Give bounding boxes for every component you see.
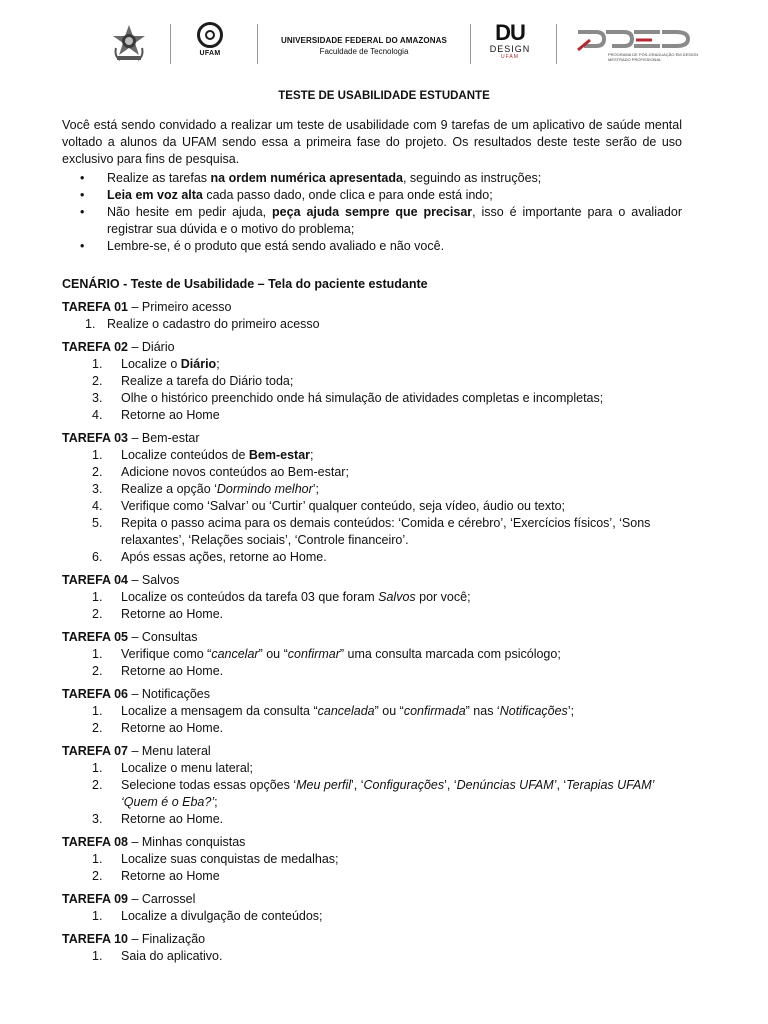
step-text: Localize a divulgação de conteúdos; [121,909,323,923]
task-steps [62,851,682,885]
bold-text: Bem-estar [248,448,311,462]
bold-text: Leia em voz alta [107,188,203,202]
step-number: 2. [92,465,103,479]
instruction-item: • Leia em voz alta cada passo dado, onde clica e para onde está indo; [107,187,682,204]
bold-text: peça ajuda sempre que precisar [272,205,473,219]
task-step [92,908,682,925]
task-steps [62,908,682,925]
du-mark: DU [495,20,525,45]
university-block [278,35,450,57]
du-ufam-text: UFAM [501,54,519,60]
document-body [62,117,682,965]
step-text: Retorne ao Home. [121,721,224,735]
instruction-item: • Lembre-se, é o produto que está sendo avaliado e não você. [107,238,682,255]
task-step [92,720,682,737]
task-steps [62,948,682,965]
step-text: Verifique como “cancelar” ou “confirmar” uma consulta marcada com psicólogo; [121,647,561,661]
step-text: Localize os conteúdos da tarefa 03 que foram Salvos por você; [121,590,471,604]
task-heading: TAREFA 03 – Bem-estar [62,431,200,445]
step-text: Localize o Diário; [121,357,220,371]
du-design-logo [488,22,532,60]
task-heading: TAREFA 06 – Notificações [62,687,210,701]
document-header [0,22,768,68]
task-section [62,834,682,885]
task-step [92,515,682,549]
tasks-list [62,299,682,965]
step-number: 3. [92,482,103,496]
task-step [92,498,682,515]
step-text: Adicione novos conteúdos ao Bem-estar; [121,465,349,479]
step-text: Saia do aplicativo. [121,949,223,963]
task-section [62,629,682,680]
document-title: TESTE DE USABILIDADE ESTUDANTE [278,90,490,102]
task-step [92,390,682,407]
task-step [92,356,682,373]
step-text: Retorne ao Home. [121,607,224,621]
step-number: 1. [92,909,103,923]
ufam-emblem-icon [197,22,223,48]
task-step [85,316,682,333]
step-text: Localize conteúdos de Bem-estar; [121,448,314,462]
step-number: 4. [92,408,103,422]
instructions-list [62,170,682,255]
step-text: Repita o passo acima para os demais conteúdos: ‘Comida e cérebro’, ‘Exercícios físicos’, ‘Sons relaxantes’, ‘Relações sociais’, ‘Controle financeiro’. [121,516,651,547]
step-number: 1. [92,761,103,775]
task-steps [62,316,682,333]
task-steps [62,356,682,424]
step-number: 1. [92,448,103,462]
task-heading: TAREFA 05 – Consultas [62,630,198,644]
step-number: 1. [92,647,103,661]
step-number: 1. [92,704,103,718]
step-text: Após essas ações, retorne ao Home. [121,550,327,564]
header-divider [257,24,258,64]
task-steps [62,646,682,680]
italic-text: Dormindo melhor [216,482,313,496]
university-name: UNIVERSIDADE FEDERAL DO AMAZONAS [281,36,447,45]
bold-text: na ordem numérica apresentada [210,171,403,185]
task-label: TAREFA 06 [62,687,128,701]
task-step [92,777,682,811]
ufam-logo [193,22,227,68]
italic-text: Salvos [378,590,416,604]
task-label: TAREFA 03 [62,431,128,445]
task-section [62,891,682,925]
step-number: 2. [92,869,103,883]
task-label: TAREFA 05 [62,630,128,644]
task-step [92,646,682,663]
task-heading: TAREFA 08 – Minhas conquistas [62,835,246,849]
instruction-item: • Não hesite em pedir ajuda, peça ajuda sempre que precisar, isso é importante para o avaliador registrar sua dúvida e o motivo do problema; [107,204,682,238]
task-step [92,663,682,680]
step-number: 4. [92,499,103,513]
task-step [92,373,682,390]
task-label: TAREFA 02 [62,340,128,354]
task-step [92,811,682,828]
task-section [62,743,682,828]
task-label: TAREFA 07 [62,744,128,758]
step-text: Retorne ao Home [121,869,220,883]
step-number: 2. [92,374,103,388]
step-text: Retorne ao Home [121,408,220,422]
task-step [92,606,682,623]
step-text: Realize a tarefa do Diário toda; [121,374,294,388]
task-step [92,549,682,566]
task-label: TAREFA 09 [62,892,128,906]
intro-paragraph: Você está sendo convidado a realizar um teste de usabilidade com 9 tarefas de um aplicativo de saúde mental voltado a alunos da UFAM sendo essa a primeira fase do projeto. Os resultados deste teste serão de uso exclusivo para fins de pesquisa. [62,118,682,166]
task-step [92,851,682,868]
task-section [62,430,682,566]
task-step [92,760,682,777]
task-label: TAREFA 01 [62,300,128,314]
task-label: TAREFA 04 [62,573,128,587]
faculty-name: Faculdade de Tecnologia [319,47,409,56]
task-heading: TAREFA 07 – Menu lateral [62,744,211,758]
step-text: Realize o cadastro do primeiro acesso [107,317,320,331]
step-text: Localize o menu lateral; [121,761,254,775]
task-step [92,447,682,464]
step-number: 3. [92,391,103,405]
header-divider [170,24,171,64]
scenario-heading: CENÁRIO - Teste de Usabilidade – Tela do paciente estudante [62,277,428,291]
step-text: Retorne ao Home. [121,664,224,678]
step-number: 3. [92,812,103,826]
header-divider [470,24,471,64]
header-divider [556,24,557,64]
task-steps [62,447,682,566]
task-heading: TAREFA 04 – Salvos [62,573,180,587]
instruction-item: • Realize as tarefas na ordem numérica apresentada, seguindo as instruções; [107,170,682,187]
du-design-text: DESIGN [489,44,531,54]
step-number: 1. [92,949,103,963]
task-label: TAREFA 10 [62,932,128,946]
step-text: Localize suas conquistas de medalhas; [121,852,339,866]
step-text: Verifique como ‘Salvar’ ou ‘Curtir’ qualquer conteúdo, seja vídeo, áudio ou texto; [121,499,566,513]
task-label: TAREFA 08 [62,835,128,849]
step-number: 2. [92,607,103,621]
task-section [62,299,682,333]
task-section [62,931,682,965]
task-section [62,572,682,623]
task-step [92,407,682,424]
step-number: 2. [92,778,103,792]
step-text: Selecione todas essas opções ‘Meu perfil’, ‘Configurações’, ‘Denúncias UFAM’, ‘Terapias UFAM’ ‘Quem é o Eba?’; [121,778,654,809]
task-heading: TAREFA 09 – Carrossel [62,892,196,906]
task-steps [62,589,682,623]
step-number: 2. [92,721,103,735]
task-section [62,339,682,424]
step-number: 1. [92,852,103,866]
task-heading: TAREFA 01 – Primeiro acesso [62,300,232,314]
task-heading: TAREFA 10 – Finalização [62,932,206,946]
task-steps [62,760,682,828]
task-step [92,868,682,885]
task-step [92,464,682,481]
brazil-coat-of-arms-icon [112,24,146,64]
step-text: Realize a opção ‘Dormindo melhor’; [121,482,320,496]
task-step [92,948,682,965]
task-heading: TAREFA 02 – Diário [62,340,175,354]
step-number: 1. [85,317,96,331]
step-number: 1. [92,590,103,604]
step-text: Localize a mensagem da consulta “cancelada” ou “confirmada” nas ‘Notificações’; [121,704,575,718]
step-text: Retorne ao Home. [121,812,224,826]
step-number: 2. [92,664,103,678]
step-text: Olhe o histórico preenchido onde há simulação de atividades completas e incompletas; [121,391,604,405]
task-section [62,686,682,737]
task-step [92,703,682,720]
ufam-logo-text: UFAM [199,50,221,57]
step-number: 5. [92,516,103,530]
task-step [92,481,682,498]
task-step [92,589,682,606]
ppgd-text: PROGRAMA DE PÓS-GRADUAÇÃO EM DESIGN MESTRADO PROFISSIONAL [608,52,699,62]
step-number: 6. [92,550,103,564]
bold-text: Diário [180,357,217,371]
step-number: 1. [92,357,103,371]
task-steps [62,703,682,737]
